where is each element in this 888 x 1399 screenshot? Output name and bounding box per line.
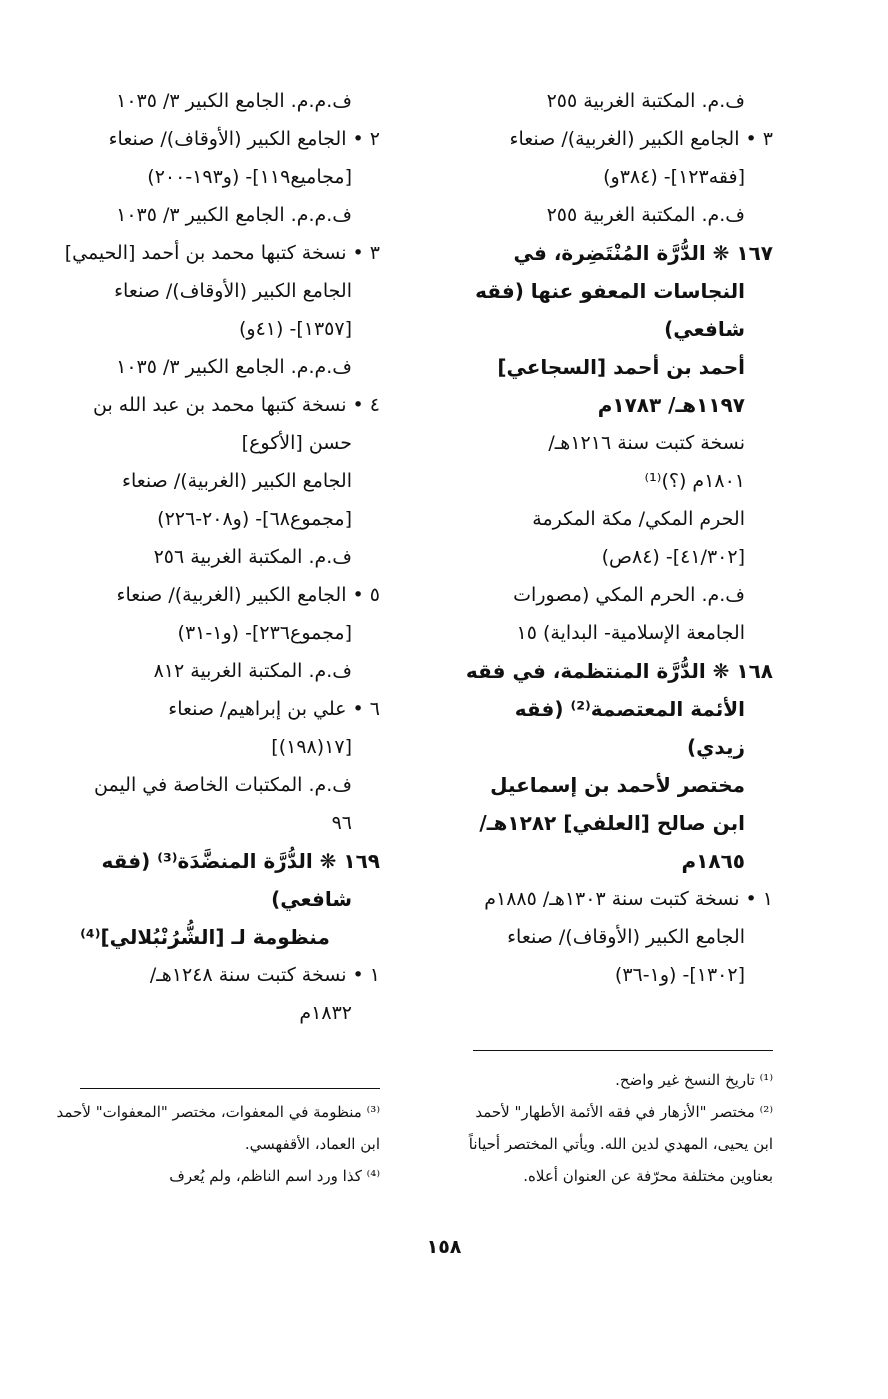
right-column-line: زيدي) [686,735,745,759]
right-column-line: الجامع الكبير (الأوقاف)/ صنعاء [507,926,745,948]
left-column-line: ف.م. المكتبة الغربية ٨١٢ [153,660,352,682]
left-column-line: [مجموع٢٣٦]- (و١-٣١) [177,622,352,644]
right-column-line: [١٣٠٢]- (و١-٣٦) [614,964,745,986]
left-column-line: ١٨٣٢م [299,1002,352,1024]
right-column-line: ١٨٦٥م [681,849,745,873]
right-column-line: الجامعة الإسلامية- البداية) ١٥ [516,622,745,644]
right-column-line: ١٦٨ ❋ الدُّرَّة المنتظمة، في فقه [465,659,773,683]
left-column-line: ٦ • علي بن إبراهيم/ صنعاء [168,698,380,720]
right-column-line: النجاسات المعفو عنها (فقه [475,279,745,303]
right-column [423,82,773,994]
left-column-line: شافعي) [271,887,352,911]
footnote-line: ⁽²⁾ مختصر "الأزهار في فقه الأئمة الأطهار" لأحمد [475,1103,773,1121]
right-column-line: مختصر لأحمد بن إسماعيل [490,773,745,797]
left-column-line: [١٣٥٧]- (٤١و) [239,318,352,340]
right-column-line: ٣ • الجامع الكبير (الغربية)/ صنعاء [509,128,773,150]
right-column-line: [فقه١٢٣]- (٣٨٤و) [603,166,745,188]
left-column-line: منظومة لـ [الشُّرُنْبُلالي]⁽⁴⁾ [80,925,330,949]
left-column-line: ١٦٩ ❋ الدُّرَّة المنضَّدَة⁽³⁾ (فقه [101,849,380,873]
left-column-line: ف.م.م. الجامع الكبير ٣/ ١٠٣٥ [116,356,352,378]
left-column-line: ف.م.م. الجامع الكبير ٣/ ١٠٣٥ [116,204,352,226]
page-number: ١٥٨ [426,1236,462,1258]
left-column-line: ف.م. المكتبات الخاصة في اليمن [94,774,352,796]
left-column-line: ٩٦ [331,812,352,834]
right-column-line: [٤١/٣٠٢]- (٨٤ص) [601,546,745,568]
right-column-line: أحمد بن أحمد [السجاعي] [497,355,745,379]
footnote-line: ابن العماد، الأقفهسي. [244,1135,380,1153]
right-column-line: ١٦٧ ❋ الدُّرَّة المُنْتَضِرة، في [513,241,773,265]
left-column-line: حسن [الأكوع] [241,432,352,454]
left-column-line: ٣ • نسخة كتبها محمد بن أحمد [الحيمي] [64,242,380,264]
footnote-divider-right [473,1050,773,1051]
right-column-line: شافعي) [664,317,745,341]
footnote-line: ⁽¹⁾ تاريخ النسخ غير واضح. [615,1071,773,1089]
right-column-line: الحرم المكي/ مكة المكرمة [532,508,745,530]
footnotes-left [30,1096,380,1192]
footnote-line: ⁽⁴⁾ كذا ورد اسم الناظم، ولم يُعرف [169,1167,380,1185]
left-column-line: الجامع الكبير (الأوقاف)/ صنعاء [114,280,352,302]
right-column-line: ف.م. الحرم المكي (مصورات [513,584,745,606]
left-column-line: ٥ • الجامع الكبير (الغربية)/ صنعاء [116,584,380,606]
footnote-line: بعناوين مختلفة محرّفة عن العنوان أعلاه. [523,1167,773,1185]
left-column [30,82,380,1032]
left-column-line: ٢ • الجامع الكبير (الأوقاف)/ صنعاء [108,128,380,150]
left-column-line: ٤ • نسخة كتبها محمد بن عبد الله بن [93,394,380,416]
footnote-line: ⁽³⁾ منظومة في المعفوات، مختصر "المعفوات" لأحمد [56,1103,380,1121]
footnote-line: ابن يحيى، المهدي لدين الله. ويأتي المختصر أحياناً [468,1135,773,1153]
left-column-line: [١٧(١٩٨)] [271,736,352,758]
left-column-line: ١ • نسخة كتبت سنة ١٢٤٨هـ/ [149,964,380,986]
right-column-line: ف.م. المكتبة الغربية ٢٥٥ [546,204,745,226]
left-column-line: الجامع الكبير (الغربية)/ صنعاء [122,470,352,492]
right-column-line: ابن صالح [العلفي] ١٢٨٢هـ/ [479,811,745,835]
right-column-line: ١١٩٧هـ/ ١٧٨٣م [597,393,745,417]
left-column-line: ف.م. المكتبة الغربية ٢٥٦ [153,546,352,568]
right-column-line: نسخة كتبت سنة ١٢١٦هـ/ [548,432,745,454]
footnotes-right [423,1064,773,1192]
right-column-line: ١ • نسخة كتبت سنة ١٣٠٣هـ/ ١٨٨٥م [484,888,773,910]
left-column-line: [مجاميع١١٩]- (و١٩٣-٢٠٠) [147,166,352,188]
right-column-line: الأئمة المعتصمة⁽²⁾ (فقه [514,697,745,721]
right-column-line: ١٨٠١م (؟)⁽¹⁾ [644,470,745,492]
left-column-line: [مجموع٦٨]- (و٢٠٨-٢٢٦) [157,508,352,530]
right-column-line: ف.م. المكتبة الغربية ٢٥٥ [546,90,745,112]
footnote-divider-left [80,1088,380,1089]
left-column-line: ف.م.م. الجامع الكبير ٣/ ١٠٣٥ [116,90,352,112]
